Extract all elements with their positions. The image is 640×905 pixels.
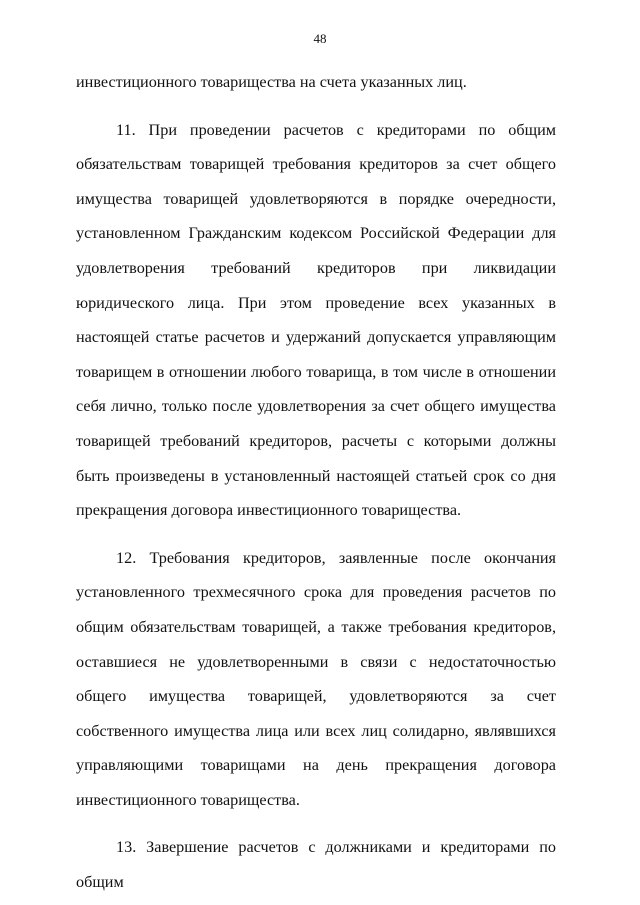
paragraph-continuation: инвестиционного товарищества на счета указанных лиц. [76,73,467,91]
paragraph-11: 11. При проведении расчетов с кредиторами по общим обязательствам товарищей требования кредиторов за счет общего имущества товарищей удовлетворяются в порядке очередности, установленном Гражданским кодексом Российской Федерации для удовлетворения требований кредиторов при ликвидации юридического лица. При этом проведение всех указанных в настоящей статье расчетов и удержаний допускается управляющим товарищем в отношении любого товарища, в том числе в отношении себя лично, только после удовлетворения за счет общего имущества товарищей требований кредиторов, расчеты с которыми должны быть произведены в установленный настоящей статьей срок со дня прекращения договора инвестиционного товарищества. [76,120,556,520]
page-number: 48 [313,31,327,46]
paragraph-13: 13. Завершение расчетов с должниками и кредиторами по общим [76,838,556,892]
paragraph-12: 12. Требования кредиторов, заявленные после окончания установленного трехмесячного срока для проведения расчетов по общим обязательствам товарищей, а также требования кредиторов, оставшиеся не удовлетворенными в связи с недостаточностью общего имущества товарищей, удовлетворяются за счет собственного имущества лица или всех лиц солидарно, являвшихся управляющими товарищами на день прекращения договора инвестиционного товарищества. [76,548,556,809]
document-body [76,65,556,900]
